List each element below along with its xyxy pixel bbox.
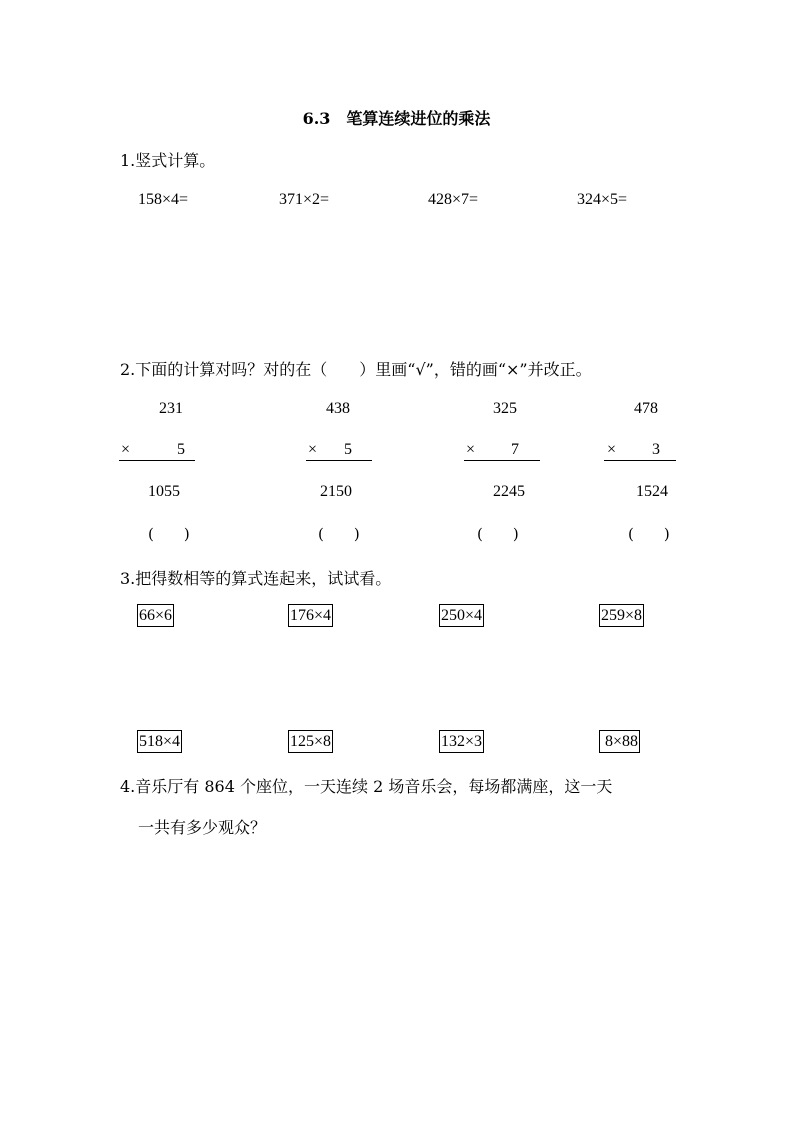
question-1-prompt: 1.竖式计算。 xyxy=(120,151,216,170)
q2-item-2-operator: × xyxy=(308,441,318,458)
page-title: 6.3 笔算连续进位的乘法 xyxy=(302,109,491,128)
q2-item-4-top: 478 xyxy=(634,400,658,417)
q2-item-3-answer-blank[interactable]: ( ) xyxy=(477,525,519,543)
q2-item-3-result: 2245 xyxy=(493,483,525,500)
q3-bottom-expr-4[interactable]: 8×88 xyxy=(599,730,640,753)
q2-item-1-result: 1055 xyxy=(148,483,180,500)
q2-item-2-answer-blank[interactable]: ( ) xyxy=(318,525,360,543)
q2-item-3-multiplier: 7 xyxy=(511,441,519,458)
q2-item-1-answer-blank[interactable]: ( ) xyxy=(148,525,190,543)
q3-top-expr-3[interactable]: 250×4 xyxy=(439,604,484,627)
q3-top-expr-4[interactable]: 259×8 xyxy=(599,604,644,627)
q2-item-2-multiplier: 5 xyxy=(344,441,352,458)
q2-item-3-underline xyxy=(464,460,540,461)
question-3-prompt: 3.把得数相等的算式连起来，试试看。 xyxy=(120,569,392,588)
q2-item-2-underline xyxy=(306,460,372,461)
q2-item-4-answer-blank[interactable]: ( ) xyxy=(628,525,670,543)
q2-item-2-result: 2150 xyxy=(320,483,352,500)
q2-item-3-top: 325 xyxy=(493,400,517,417)
q1-problem-1: 158×4= xyxy=(138,191,189,208)
q3-bottom-expr-1[interactable]: 518×4 xyxy=(137,730,182,753)
question-4-prompt-line-2: 一共有多少观众？ xyxy=(138,818,267,837)
q3-top-expr-2[interactable]: 176×4 xyxy=(288,604,333,627)
q2-item-4-multiplier: 3 xyxy=(652,441,660,458)
q1-problem-3: 428×7= xyxy=(428,191,479,208)
q2-item-1-top: 231 xyxy=(159,400,183,417)
question-2-prompt: 2.下面的计算对吗？对的在（ ）里画“√”，错的画“×”并改正。 xyxy=(120,360,592,379)
q1-problem-4: 324×5= xyxy=(577,191,628,208)
q3-bottom-expr-3[interactable]: 132×3 xyxy=(439,730,484,753)
q2-item-1-underline xyxy=(119,460,195,461)
question-4-prompt-line-1: 4.音乐厅有 864 个座位，一天连续 2 场音乐会，每场都满座，这一天 xyxy=(120,777,613,796)
q3-bottom-expr-2[interactable]: 125×8 xyxy=(288,730,333,753)
q2-item-4-operator: × xyxy=(607,441,617,458)
q2-item-3-operator: × xyxy=(466,441,476,458)
q1-problem-2: 371×2= xyxy=(279,191,330,208)
q2-item-4-underline xyxy=(604,460,676,461)
q2-item-1-multiplier: 5 xyxy=(177,441,185,458)
q2-item-1-operator: × xyxy=(121,441,131,458)
q3-top-expr-1[interactable]: 66×6 xyxy=(137,604,174,627)
q2-item-2-top: 438 xyxy=(326,400,350,417)
q2-item-4-result: 1524 xyxy=(636,483,668,500)
